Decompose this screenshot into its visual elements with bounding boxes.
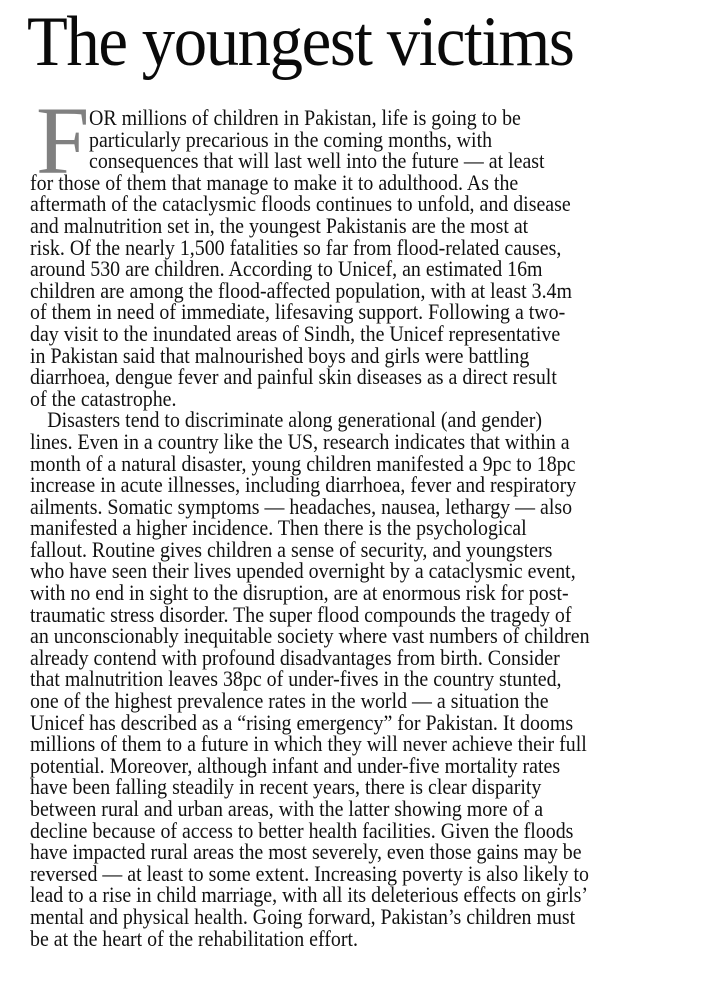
text-line: Disasters tend to discriminate along generational (and gender)	[47, 407, 543, 433]
text-line: one of the highest prevalence rates in the world — a situation the	[30, 688, 549, 714]
text-line: lead to a rise in child marriage, with all its deleterious effects on girls’	[30, 882, 589, 908]
text-line: and malnutrition set in, the youngest Pakistanis are the most at	[30, 212, 529, 238]
text-line: particularly precarious in the coming months, with	[89, 126, 493, 152]
text-line: consequences that will last well into the future — at least	[89, 148, 545, 174]
text-line: around 530 are children. According to Unicef, an estimated 16m	[30, 256, 543, 282]
text-line: risk. Of the nearly 1,500 fatalities so far from flood-related causes,	[30, 234, 562, 260]
text-line: diarrhoea, dengue fever and painful skin diseases as a direct result	[30, 364, 557, 390]
text-line: traumatic stress disorder. The super flood compounds the tragedy of	[30, 601, 572, 627]
text-line: aftermath of the cataclysmic floods continues to unfold, and disease	[30, 191, 571, 217]
text-line: an unconscionably inequitable society where vast numbers of children	[30, 623, 590, 649]
drop-cap: F	[36, 87, 90, 194]
text-line: potential. Moreover, although infant and under-five mortality rates	[30, 752, 561, 778]
text-line: fallout. Routine gives children a sense of security, and youngsters	[30, 536, 553, 562]
text-line: with no end in sight to the disruption, are at enormous risk for post-	[30, 580, 569, 606]
text-line: millions of them to a future in which they will never achieve their full	[30, 731, 587, 757]
text-line: day visit to the inundated areas of Sindh, the Unicef representative	[30, 320, 561, 346]
text-line: OR millions of children in Pakistan, life is going to be	[89, 105, 521, 130]
text-line: increase in acute illnesses, including diarrhoea, fever and respiratory	[30, 472, 577, 498]
article-body	[30, 87, 720, 951]
text-line: manifested a higher incidence. Then there is the psychological	[30, 515, 527, 541]
text-line: be at the heart of the rehabilitation effort.	[30, 925, 359, 951]
headline: The youngest victims	[27, 3, 574, 81]
text-line: have impacted rural areas the most severely, even those gains may be	[30, 839, 582, 865]
text-line: of the catastrophe.	[30, 385, 177, 411]
text-line: mental and physical health. Going forward, Pakistan’s children must	[30, 903, 576, 929]
text-line: lines. Even in a country like the US, research indicates that within a	[30, 428, 570, 454]
text-line: Unicef has described as a “rising emergency” for Pakistan. It dooms	[30, 709, 574, 735]
text-line: between rural and urban areas, with the latter showing more of a	[30, 796, 544, 821]
text-line: children are among the flood-affected population, with at least 3.4m	[30, 277, 573, 303]
text-line: have been falling steadily in recent years, there is clear disparity	[30, 774, 542, 800]
text-line: already contend with profound disadvantages from birth. Consider	[30, 644, 560, 670]
text-line: in Pakistan said that malnourished boys and girls were battling	[30, 342, 530, 368]
text-line: of them in need of immediate, lifesaving support. Following a two-	[30, 299, 566, 325]
text-line: decline because of access to better health facilities. Given the floods	[30, 817, 574, 843]
text-line: who have seen their lives upended overnight by a cataclysmic event,	[30, 558, 576, 584]
paragraph-1	[30, 87, 720, 411]
text-line: ailments. Somatic symptoms — headaches, nausea, lethargy — also	[30, 493, 573, 519]
text-line: that malnutrition leaves 38pc of under-fives in the country stunted,	[30, 666, 562, 692]
text-line: for those of them that manage to make it to adulthood. As the	[30, 169, 519, 195]
paragraph-2	[30, 409, 720, 949]
text-line: reversed — at least to some extent. Increasing poverty is also likely to	[30, 860, 589, 886]
text-line: month of a natural disaster, young children manifested a 9pc to 18pc	[30, 450, 576, 476]
